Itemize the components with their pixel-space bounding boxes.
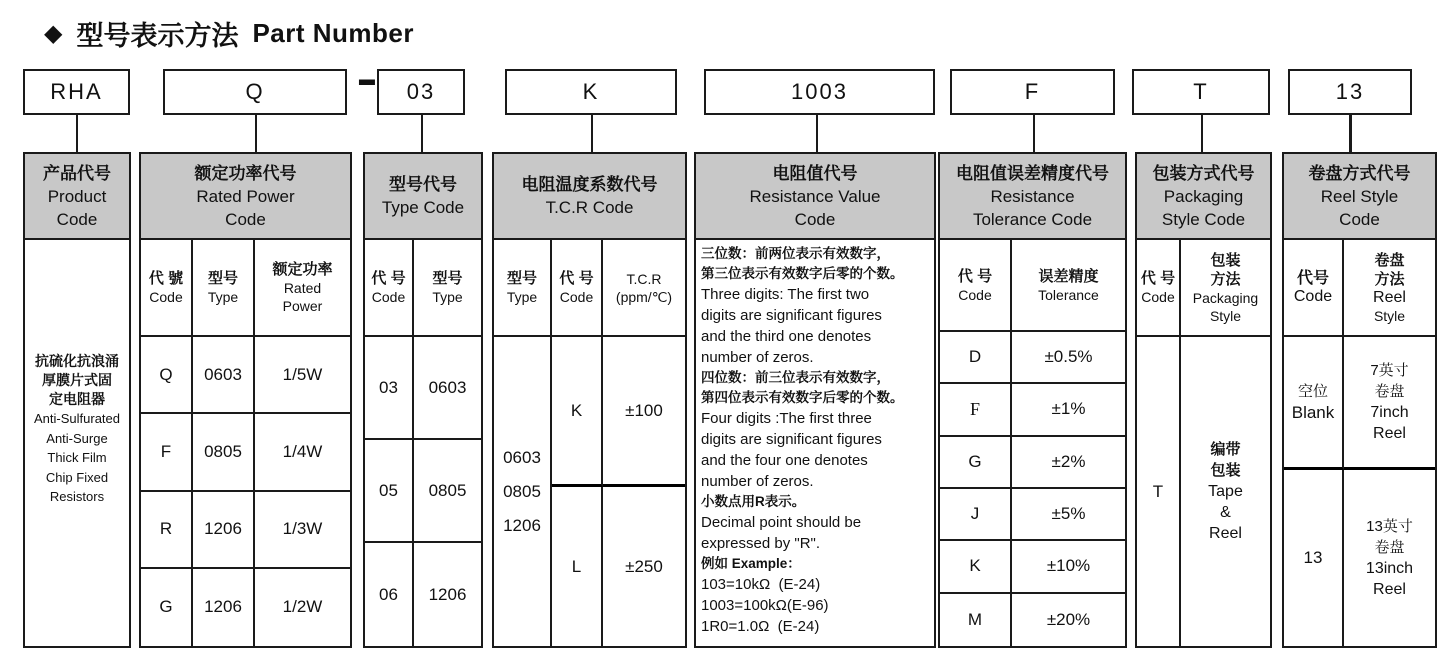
subheader-zh: 代 号 [957,267,993,285]
subheader-en: Tolerance [1038,286,1099,303]
packaging-code-cell: T [1137,337,1181,646]
reel-code-cell [1284,337,1344,470]
description-line: 例如 Example： [701,556,801,571]
subheader-cell [1344,240,1435,337]
column-rated-power-code [139,152,352,648]
subheader-zh: 误差精度 [1038,267,1099,285]
subheader-zh: 代 号 [1140,270,1176,287]
type-code-cell: 06 [365,543,414,646]
style-zh-line: 卷盘 [1374,539,1405,556]
power-code-cell: R [141,492,193,569]
header-zh: 型号代号 [389,175,457,194]
style-en-line: Reel [1373,581,1406,598]
subheader-en: Code [149,289,183,305]
rated-power-header [141,154,350,240]
tolerance-code-cell: G [940,437,1012,489]
tcr-type-line: 1206 [503,515,541,535]
description-line: 三位数：前两位表示有效数字， [701,246,890,261]
subheader-zh: 型号 [506,270,537,287]
part-box-resistance: 1003 [704,69,935,115]
type-code-header [365,154,481,240]
subheader-zh: 方法 [1374,270,1405,288]
subheader-en: T.C.R [626,270,662,287]
style-zh-line: 卷盘 [1374,383,1405,400]
subheader-cell [1137,240,1181,337]
column-type-code [363,152,483,648]
code-en: Blank [1291,402,1335,422]
reel-style-cell [1344,337,1435,470]
tolerance-value-cell: ±2% [1012,437,1125,489]
header-en: Resistance Value [749,186,881,206]
style-en-line: 13inch [1365,560,1414,577]
tcr-value-cell: ±250 [625,556,663,576]
subheader-zh: 卷盘 [1374,251,1405,269]
type-code-cell: 05 [365,440,414,543]
part-box-packaging: T [1132,69,1270,115]
tcr-type-line: 0603 [503,447,541,467]
power-type-cell: 0603 [193,337,255,414]
subheader-en: Code [371,289,406,305]
style-zh-line: 编带 [1210,441,1241,458]
type-size-cell: 0603 [414,337,481,440]
part-box-reel: 13 [1288,69,1412,115]
product-zh-line: 厚膜片式固 [42,372,112,388]
subheader-en: Code [1293,288,1333,305]
description-line: digits are significant figures [701,307,882,324]
subheader-cell [414,240,481,337]
subheader-zh: 代 号 [559,270,594,287]
header-zh: 电阻温度系数代号 [521,175,658,194]
subheader-zh: 型号 [207,270,238,287]
product-code-header [25,154,129,240]
description-line: Four digits :The first three [701,410,872,427]
subheader-en: Code [958,286,992,303]
product-zh-line: 抗硫化抗浪涌 [35,353,119,369]
connector-line [255,115,257,153]
subheader-cell [1012,240,1125,332]
packaging-header [1137,154,1270,240]
subheader-cell [552,240,603,337]
header-en: Style Code [1161,209,1246,229]
title-chinese: 型号表示方法 [76,21,239,51]
header-zh: 卷盘方式代号 [1308,163,1411,183]
power-code-cell: F [141,414,193,491]
part-box-power: Q [163,69,347,115]
header-en: Code [794,209,836,229]
tcr-code-header [494,154,685,240]
dash-separator: - [356,52,378,105]
description-line: and the four one denotes [701,452,868,469]
tcr-table [494,240,685,646]
subheader-cell [1181,240,1270,337]
subheader-en: Packaging [1192,289,1259,306]
product-en-line: Resistors [49,489,105,504]
subheader-en: Code [1141,289,1175,305]
tcr-code-cell: L [552,487,603,646]
header-zh: 产品代号 [43,163,111,183]
description-line: 1003=100kΩ(E-96) [701,597,829,614]
description-line: 103=10kΩ (E-24) [701,576,821,593]
subheader-cell [494,240,552,337]
tcr-type-line: 0805 [503,481,541,501]
type-size-cell: 0805 [414,440,481,543]
title-english: Part Number [252,18,415,48]
column-tcr-code [492,152,687,648]
part-box-type: 03 [377,69,465,115]
product-en-line: Thick Film [47,450,107,465]
power-type-cell: 1206 [193,492,255,569]
product-zh-line: 定电阻器 [49,391,105,407]
type-code-table [365,240,481,646]
tolerance-value-cell: ±10% [1012,541,1125,593]
connector-line [421,115,423,153]
description-line: Decimal point should be [701,514,862,531]
style-en-line: Tape [1208,483,1243,500]
subheader-en: Type [506,289,538,305]
tolerance-code-cell: J [940,489,1012,541]
style-en-line: Reel [1373,425,1406,442]
subheader-zh: 代号 [1296,270,1329,287]
column-packaging-code [1135,152,1272,648]
connector-line [1349,115,1352,153]
description-line: Three digits: The first two [701,286,870,303]
power-code-cell: G [141,569,193,646]
description-line: 四位数：前三位表示有效数字， [701,370,890,385]
header-en: Type Code [381,198,465,217]
tcr-value-cell: ±100 [603,337,685,487]
column-product-code [23,152,131,648]
description-line: expressed by "R". [701,535,821,552]
tcr-type-span-cell [494,337,552,646]
packaging-table [1137,240,1270,646]
subheader-en: Type [207,289,239,305]
connector-line [1201,115,1203,153]
header-en: Resistance [990,186,1075,206]
product-description [25,240,129,646]
subheader-zh: 代 號 [148,270,184,287]
subheader-cell [141,240,193,337]
tolerance-code-cell: K [940,541,1012,593]
header-en: T.C.R Code [545,198,634,217]
subheader-zh: 型号 [432,270,463,287]
header-en: Product [47,186,107,206]
tolerance-table [940,240,1125,646]
resistance-value-description [696,240,934,646]
part-box-tolerance: F [950,69,1115,115]
packaging-style-cell [1181,337,1270,646]
tolerance-code-cell: D [940,332,1012,384]
style-zh-line: 包装 [1210,462,1241,479]
code-zh: 空位 [1297,382,1328,400]
page-title [44,14,414,53]
header-en: Code [56,209,98,229]
power-type-cell: 1206 [193,569,255,646]
tolerance-value-cell: ±0.5% [1012,332,1125,384]
reel-header [1284,154,1435,240]
description-line: number of zeros. [701,473,814,490]
power-value-cell: 1/2W [282,597,323,617]
subheader-zh: 方法 [1210,270,1241,288]
header-zh: 包装方式代号 [1152,163,1255,183]
resistance-value-header [696,154,934,240]
header-en: Packaging [1163,186,1244,206]
tcr-code-cell: K [552,337,603,487]
column-tolerance-code [938,152,1127,648]
subheader-zh: 包装 [1210,251,1241,269]
subheader-en: Rated [283,280,322,296]
column-reel-code [1282,152,1437,648]
header-en: Rated Power [196,186,295,206]
style-zh-line: 13英寸 [1366,518,1413,535]
type-code-cell: 03 [365,337,414,440]
description-line: and the third one denotes [701,328,872,345]
tolerance-code-cell: M [940,594,1012,646]
subheader-cell [940,240,1012,332]
subheader-en: (ppm/℃) [615,288,673,305]
subheader-cell [193,240,255,337]
description-line: number of zeros. [701,349,814,366]
product-en-line: Anti-Sulfurated [34,411,120,426]
style-zh-line: 7英寸 [1370,362,1409,379]
header-en: Reel Style [1320,186,1399,206]
subheader-en: Style [1209,307,1242,324]
header-en: Code [1339,209,1380,229]
connector-line [591,115,593,153]
reel-code-cell: 13 [1284,470,1344,646]
style-en-line: 7inch [1370,404,1409,421]
connector-line [1033,115,1035,153]
part-box-tcr: K [505,69,677,115]
subheader-en: Code [559,289,594,305]
subheader-en: Style [1373,307,1406,324]
tolerance-header [940,154,1125,240]
subheader-en: Power [282,298,323,314]
subheader-en: Type [432,289,463,305]
description-line: 1R0=1.0Ω (E-24) [701,618,820,635]
header-zh: 电阻值误差精度代号 [956,163,1109,183]
description-line: 第四位表示有效数字后零的个数。 [701,390,904,405]
header-en: Tolerance Code [972,209,1093,229]
tolerance-value-cell: ±1% [1012,384,1125,436]
part-box-product: RHA [23,69,130,115]
header-zh: 额定功率代号 [194,163,297,183]
power-value-cell: 1/4W [255,414,350,491]
reel-table [1284,240,1435,646]
power-code-cell: Q [141,337,193,414]
subheader-cell [1284,240,1344,337]
connector-line [76,115,78,153]
tolerance-value-cell: ±20% [1046,609,1091,629]
subheader-cell [365,240,414,337]
power-value-cell: 1/5W [255,337,350,414]
description-line: 小数点用R表示。 [701,494,806,509]
style-en-line: Reel [1209,525,1242,542]
header-en: Code [225,209,266,229]
subheader-cell [603,240,685,337]
header-zh: 电阻值代号 [772,163,858,183]
subheader-zh: 代 号 [371,270,406,287]
description-line: 第三位表示有效数字后零的个数。 [701,266,904,281]
tolerance-code-cell: F [940,384,1012,436]
type-size-cell: 1206 [428,584,467,604]
product-en-line: Chip Fixed [45,469,109,485]
subheader-cell [255,240,350,337]
reel-style-cell [1344,470,1435,646]
connector-line [816,115,818,153]
description-line: digits are significant figures [701,431,882,448]
product-en-line: Anti-Surge [46,430,108,446]
subheader-zh: 额定功率 [272,261,333,278]
diamond-icon: ◆ [44,19,63,47]
subheader-en: Reel [1373,288,1406,306]
tolerance-value-cell: ±5% [1012,489,1125,541]
style-en-line: & [1220,504,1231,521]
power-value-cell: 1/3W [255,492,350,569]
power-type-cell: 0805 [193,414,255,491]
rated-power-table [141,240,350,646]
column-resistance-value-code [694,152,936,648]
